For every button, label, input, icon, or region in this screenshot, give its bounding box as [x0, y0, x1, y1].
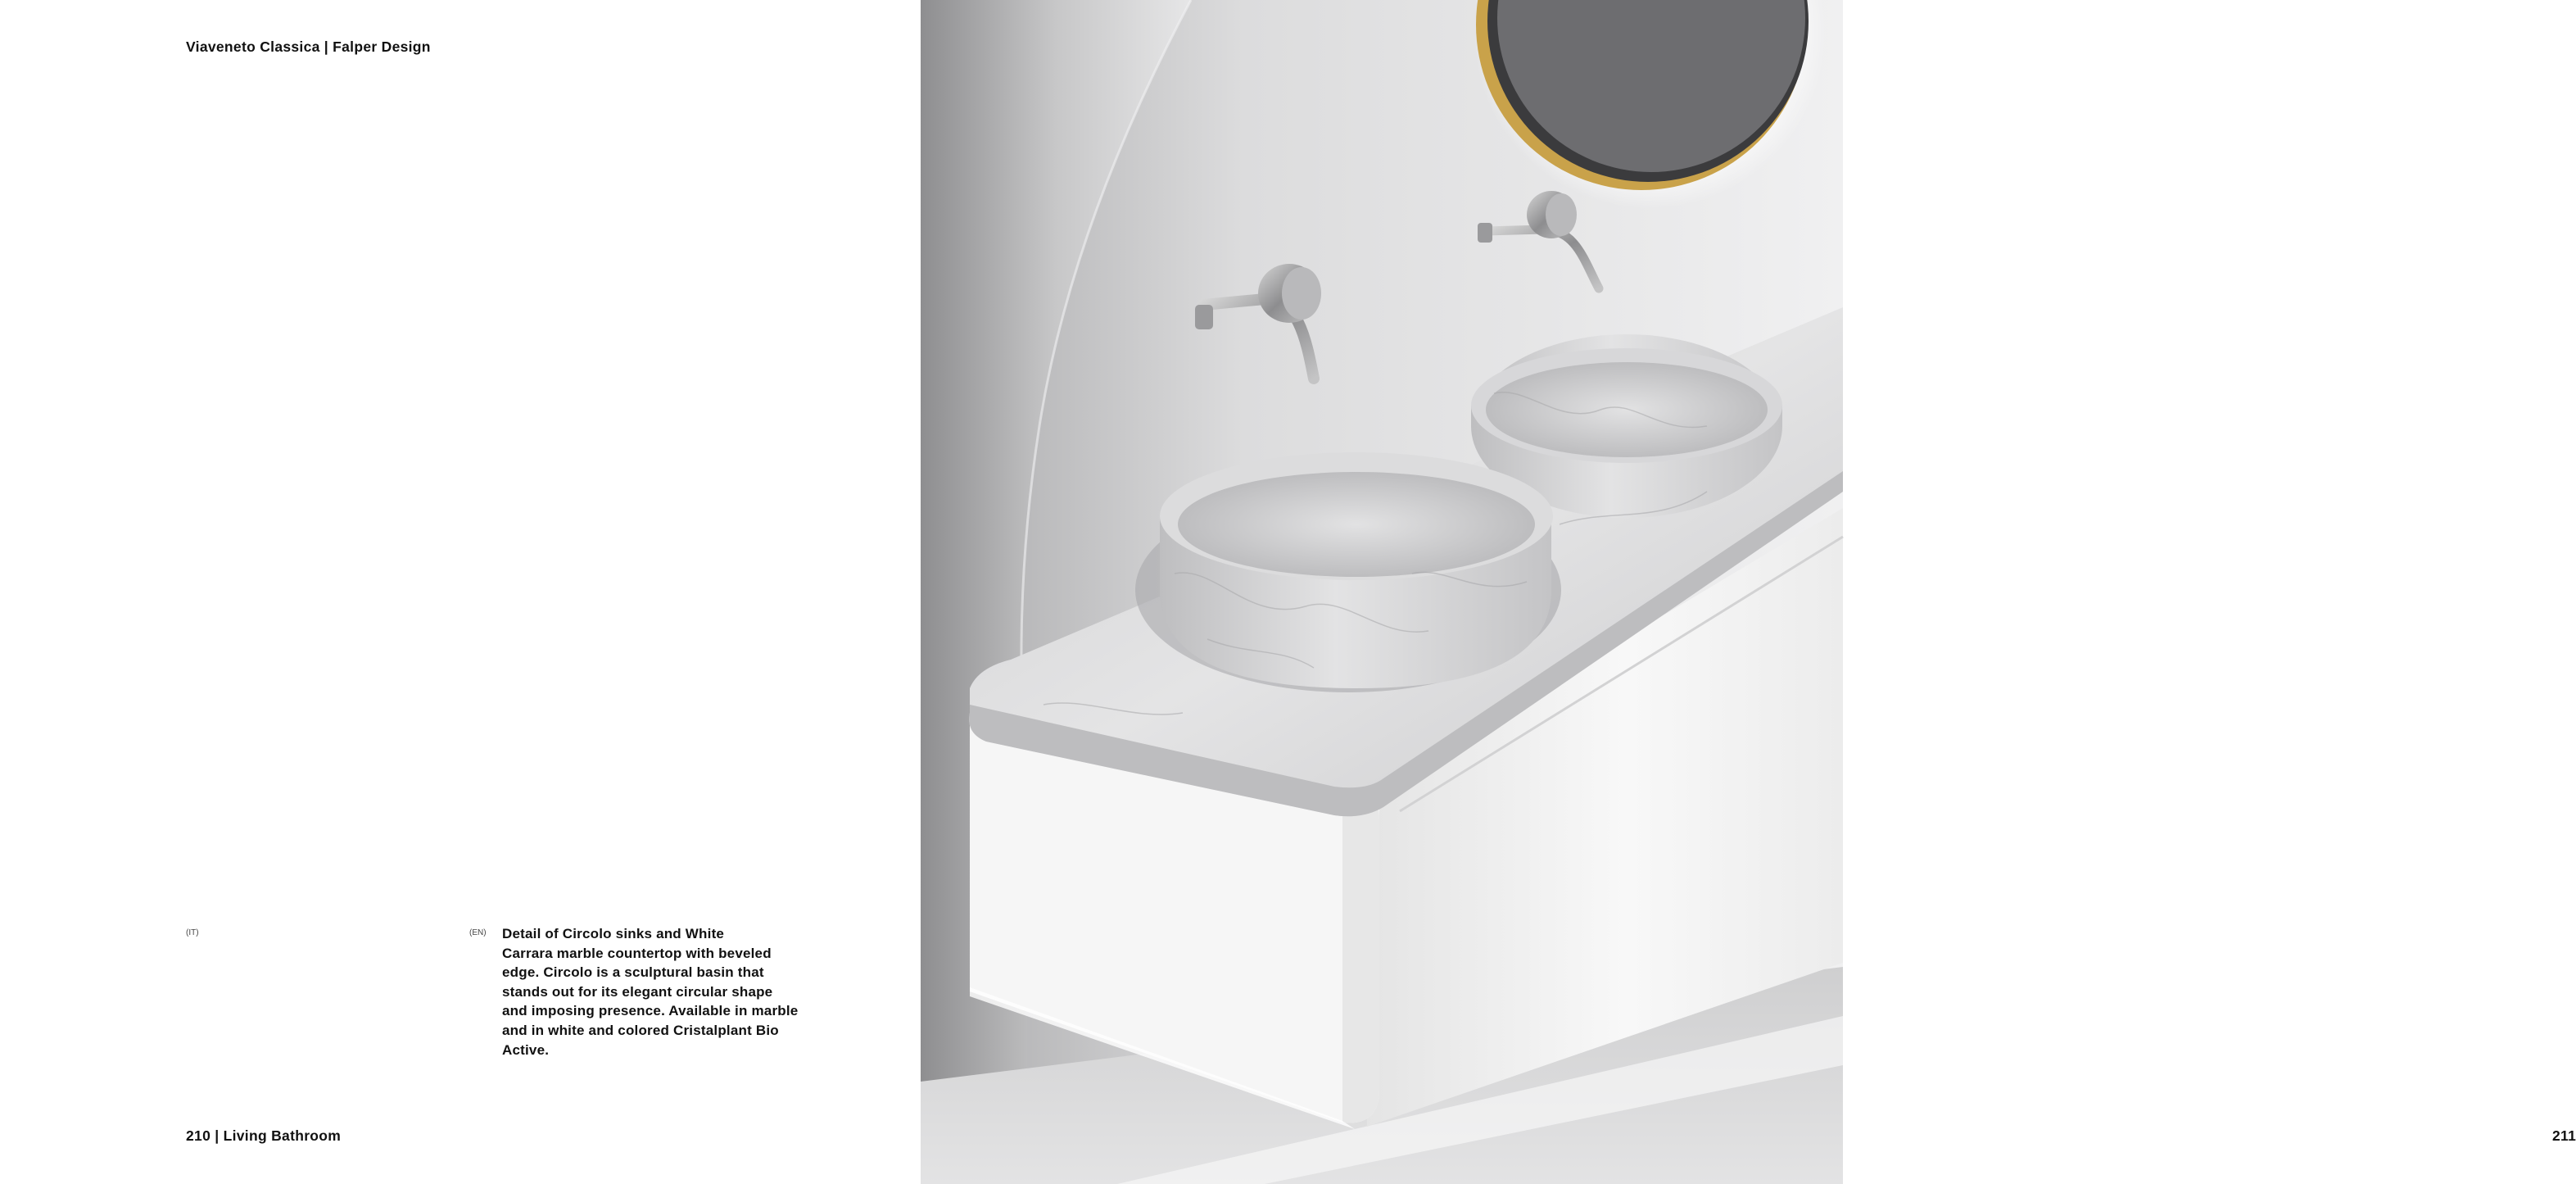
caption-line: Detail of Circolo sinks and White	[502, 926, 725, 941]
caption-line: and in white and colored Cristalplant Bio	[502, 1022, 779, 1038]
caption-line: stands out for its elegant circular shape	[502, 983, 773, 1000]
photo-caption	[502, 924, 822, 1059]
caption-line: Active.	[502, 1041, 550, 1058]
left-page	[0, 0, 921, 1184]
page-number-right: 211	[2552, 1127, 2576, 1144]
product-photo	[921, 0, 2576, 1184]
page-number-left: 210 | Living Bathroom	[186, 1127, 342, 1144]
caption-line: edge. Circolo is a sculptural basin that	[502, 964, 764, 981]
language-label-it: (IT)	[186, 928, 199, 937]
caption-line: and imposing presence. Available in marble	[502, 1003, 799, 1019]
caption-line: Carrara marble countertop with beveled	[502, 945, 772, 961]
language-label-en: (EN)	[469, 928, 487, 937]
running-header: Viaveneto Classica | Falper Design	[186, 39, 431, 55]
bathroom-vanity-illustration	[921, 0, 1843, 1184]
